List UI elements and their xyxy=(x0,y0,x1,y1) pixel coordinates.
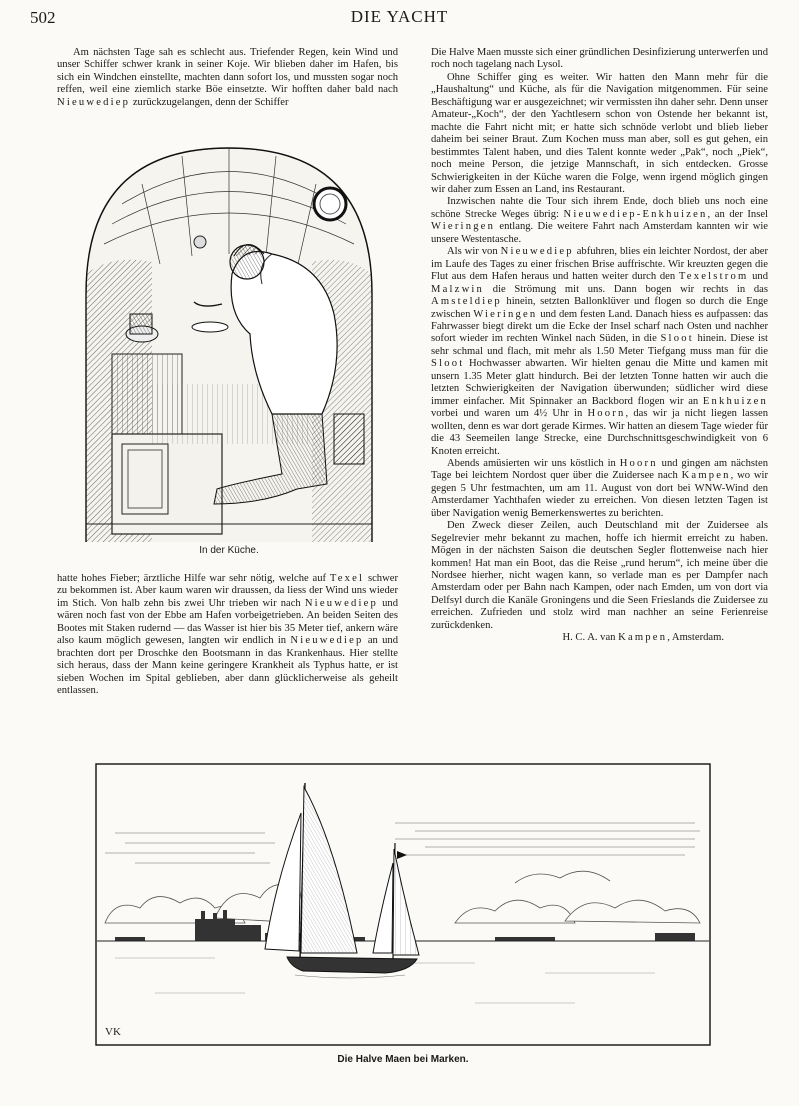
text-run: H. C. A. van xyxy=(562,632,619,644)
place-name: Texel xyxy=(329,573,365,584)
place-name: Sloot xyxy=(660,333,694,345)
place-name: Nieuwediep xyxy=(304,597,379,609)
place-name: Nieuwediep-Enkhuizen xyxy=(563,208,708,220)
left-column-top-text xyxy=(57,47,398,109)
paragraph xyxy=(431,246,768,458)
text-run: und dem festen Land. Danach hiess es aufpassen: das Fahrwasser biegt direkt um die Ecke der Insel scharf nach Osten und nachher sofort wieder im rechten Winkel nach Süden, in die xyxy=(431,308,768,345)
author-signature xyxy=(431,632,768,644)
place-name: Enkhuizen xyxy=(702,395,768,407)
place-name: Hoorn xyxy=(587,408,626,420)
text-run: Inzwischen nahte die Tour sich ihrem Ende, doch blieb uns noch eine schöne Strecke Weges übrig: xyxy=(431,196,768,220)
text-run: die Strömung mit uns. Dann bogen wir rechts in das xyxy=(484,283,768,295)
place-name: Nieuwediep xyxy=(57,96,131,108)
place-name: Hoorn xyxy=(619,457,658,469)
text-run: , Amsterdam. xyxy=(667,632,724,644)
place-name: Wieringen xyxy=(473,308,538,320)
text-run: und wären noch fast von der Ebbe am Hafen vorbeigetrieben. An beiden Seiten des Bootes mit Staken rudernd — das Wasser ist hier bis 35 Meter tief, ankern wäre also kaum möglich gewesen, langten wir endlich in xyxy=(57,597,398,647)
paragraph xyxy=(57,47,398,109)
text-run: Als wir von xyxy=(447,246,501,258)
place-name: Malzwin xyxy=(431,283,485,295)
text-run: entlang. Die weitere Fahrt nach Amsterdam kannten wir wie unsere Westentasche. xyxy=(431,221,768,245)
figure-caption: In der Küche. xyxy=(199,545,259,556)
paragraph xyxy=(57,573,398,698)
text-run: Am nächsten Tage sah es schlecht aus. Triefender Regen, kein Wind und unser Schiffer schwer krank in seiner Koje. Wir blieben daher im Hafen, bis sich ein Windchen einstellte, machten dann sofort los, und mussten sogar noch reffen, weil eine ziemlich starke Böe einsetzte. Wir hofften daher bald nach xyxy=(57,47,398,96)
text-run: und gingen am nächsten Tage bei leichtem Nordost quer über die Zuidersee nach xyxy=(431,457,768,482)
left-column-bottom-text xyxy=(57,573,398,698)
text-run: , das wir ja nicht liegen lassen wollten, denn es war dort gerade Kirmes. Wir hatten an diesem Tage wieder für die 43 Seemeilen lange Strecke, eine Durchschnittsgeschwindigkeit von 6 Knoten erreicht. xyxy=(431,408,768,457)
text-run: an und brachten dort per Droschke den Bootsmann in das Krankenhaus. Hier stellte sich heraus, dass der Mann keine geringere Krankheit als Typhus hatte, er ist sieben Wochen im Spital geblieben, aber dann glücklicherweise als geheilt entlassen. xyxy=(57,635,399,697)
place-name: Texelstrom xyxy=(678,271,749,283)
place-name: Amsteldiep xyxy=(431,296,502,308)
kitchen-illustration xyxy=(82,144,376,542)
text-run: hinein, setzten Ballonklüver und flogen so durch die Enge zwischen xyxy=(431,296,768,320)
paragraph xyxy=(431,196,768,246)
place-name: Nieuwediep xyxy=(290,635,364,647)
text-run: hatte hohes Fieber; ärztliche Hilfe war sehr nötig, welche auf xyxy=(57,573,330,584)
text-run: hinein. Diese ist sehr schmal und flach, mit mehr als 1.50 Meter Tiefgang muss man für die xyxy=(431,333,768,357)
text-run: vorbei und waren um 4½ Uhr in xyxy=(431,408,588,420)
text-run: Abends amüsierten wir uns köstlich in xyxy=(447,457,620,469)
paragraph: Den Zweck dieser Zeilen, auch Deutschland mit der Zuidersee als Segelrevier mehr bekannt zu machen, hoffe ich hiermit erreicht zu haben. Mögen in der nächsten Saison die deutschen Segler flottenweise nach hier kommen! Hat man ein Boot, das die Reise „rund herum“, ich meine über die Nordsee hierher, nicht wagen kann, so verlade man es per Dampfer nach Amsterdam oder per Bahn nach Kampen, oder nach Emden, um von dort via Delfsyl durch die Kanäle Groningens und die Seen Frieslands die Zuidersee zu erreichen. Zufrieden und stolz wird man nachher an seine Ferienreise zurückdenken. xyxy=(431,520,768,631)
page-number: 502 xyxy=(30,8,56,27)
paragraph xyxy=(431,458,768,520)
place-name: Wieringen xyxy=(431,221,496,233)
right-column-text xyxy=(431,47,768,645)
text-run: , wo wir gegen 5 Uhr festmachten, um am 11. August von dort bei WNW-Wind den Amsterdamer Yachthafen wieder zu erreichen. Von diesen letzten Tagen ist über Navigation wenig Bemerkenswertes zu berichten. xyxy=(431,470,768,519)
place-name: Kampen xyxy=(681,470,731,482)
text-run: und xyxy=(748,271,769,283)
text-run: schwer zu bekommen ist. Aber kaum waren wir draussen, da liess der Wind uns wieder im Stich. Von halb zehn bis zwei Uhr trieben wir nach xyxy=(57,573,398,609)
place-name: Nieuwediep xyxy=(500,246,574,258)
figure-caption: Die Halve Maen bei Marken. xyxy=(337,1054,469,1065)
text-run: , an der Insel xyxy=(707,208,768,220)
text-run: abfuhren, blies ein leichter Nordost, der aber im Laufe des Tages zu einer frischen Brise auffrischte. Wir kreuzten gegen die Flut aus dem Hafen heraus und hatten weiter durch den xyxy=(431,246,768,283)
paragraph: Die Halve Maen musste sich einer gründlichen Desinfizierung unterwerfen und roch noch tagelang nach Lysol. xyxy=(431,47,768,71)
paragraph: Ohne Schiffer ging es weiter. Wir hatten den Mann mehr für die „Haushaltung“ und Küche, als für die Navigation mitgenommen. Für seine Beschäftigung war er ausgezeichnet; wir vermissten ihn daher sehr. Denn unser Amateur-„Koch“, der den Yachtlesern schon von Ostende her bekannt ist, machte die Fahrt nicht mit; er hatte sich schnöde verlobt und blieb lieber daheim bei seiner Braut. Zum Kochen muss man aber, soll es gut gehen, ein bestimmtes Talent haben, und dies Talent konnte weder „Pak“, noch „Piek“, noch meine Person, die jetzige Mannschaft, in sich entdecken. Grosse Schwierigkeiten in der Küche waren die Folge, wenn irgend möglich gingen wir daher zum Essen an Land, ins Restaurant. xyxy=(431,71,768,195)
magazine-title: DIE YACHT xyxy=(350,7,449,26)
place-name: Sloot xyxy=(431,358,465,370)
sailing-illustration xyxy=(95,763,711,1046)
author-surname: Kampen xyxy=(618,632,668,644)
text-run: Hochwasser abwarten. Wir hielten genau die Mitte und kamen mit unsern 1.35 Meter glatt hindurch. Bei der letzten Tonne hatten wir auch die letzten Schwierigkeiten der Navigation überwunden; südlicher wird diese immer einfacher. Mit Spinnaker an Backbord flogen wir an xyxy=(431,358,768,407)
text-run: zurückzugelangen, denn der Schiffer xyxy=(130,96,289,108)
illustrator-monogram: VK xyxy=(105,1026,121,1038)
